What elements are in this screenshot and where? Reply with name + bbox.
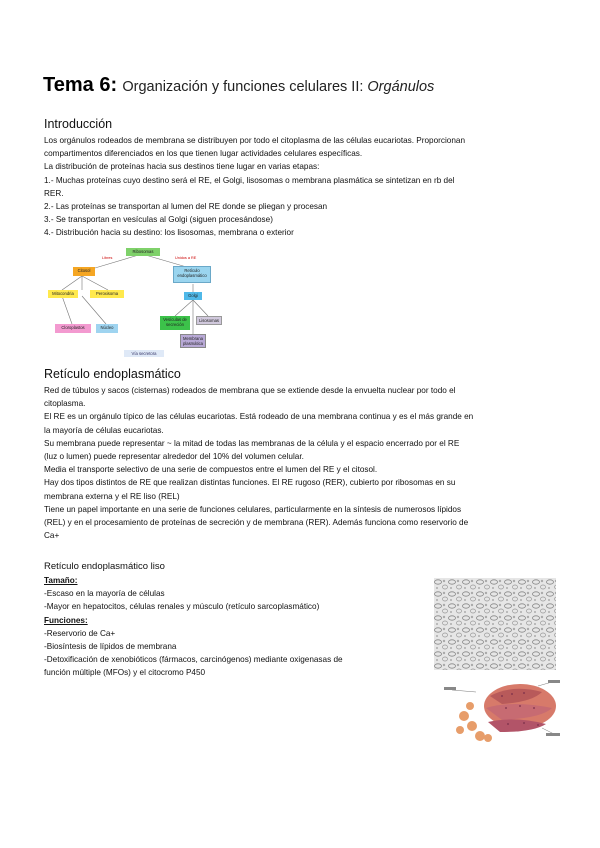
rel-line: -Reservorio de Ca+ bbox=[44, 628, 116, 638]
page-title bbox=[43, 74, 434, 97]
node-reticulo: Retículo endoplasmático bbox=[173, 266, 211, 283]
node-peroxisoma: Peroxisoma bbox=[90, 290, 124, 298]
re-paragraph bbox=[44, 384, 570, 542]
rel-micrograph-image bbox=[434, 578, 556, 670]
node-cloroplastos: Cloroplastos bbox=[55, 324, 91, 333]
re-line: membrana externa y el RE liso (REL) bbox=[44, 491, 180, 501]
node-ribosomas: Ribosomas bbox=[126, 248, 160, 256]
re-line: Tiene un papel importante en una serie de funciones celulares, particularmente en la síntesis de numerosos lípidos bbox=[44, 504, 462, 514]
node-secrecion: Vesículas de secreción bbox=[160, 316, 190, 330]
rel-line: -Mayor en hepatocitos, células renales y músculo (retículo sarcoplasmático) bbox=[44, 602, 320, 612]
re-line: Su membrana puede representar ~ la mitad de todas las membranas de la célula y el espacio encerrado por el RE bbox=[44, 438, 460, 448]
label-unidos-re: Unidos a RE bbox=[175, 256, 197, 260]
rel-line: -Escaso en la mayoría de células bbox=[44, 589, 165, 599]
protein-sorting-diagram bbox=[40, 244, 240, 362]
rel-heading: Retículo endoplasmático liso bbox=[44, 561, 165, 572]
rel-line: función múltiple (MFOs) y el citocromo P450 bbox=[44, 668, 206, 678]
re-line: Red de túbulos y sacos (cisternas) rodeados de membrana que se extiende desde la envuelta nuclear por todo el bbox=[44, 386, 456, 395]
intro-line: Los orgánulos rodeados de membrana se distribuyen por todo el citoplasma de las células eucariotas. Proporcionan bbox=[44, 136, 465, 145]
intro-line: compartimentos diferenciados en los que tienen lugar actividades celulares específicas. bbox=[44, 149, 363, 159]
intro-line: 4.- Distribución hacia su destino: los lisosomas, membrana o exterior bbox=[44, 228, 294, 238]
node-lisosomas: Lisosomas bbox=[196, 316, 222, 325]
diagram-connectors bbox=[40, 244, 240, 362]
intro-heading: Introducción bbox=[44, 117, 113, 131]
re-line: (luz o lumen) puede representar alrededor del 10% del volumen celular. bbox=[44, 452, 304, 462]
er-illustration-image bbox=[442, 678, 562, 746]
caption-via-secretora: Vía secretora bbox=[124, 350, 164, 357]
rel-line: -Biosíntesis de lípidos de membrana bbox=[44, 642, 177, 652]
re-line: la mayoría de células eucariotas. bbox=[44, 425, 164, 435]
rel-line: -Detoxificación de xenobióticos (fármacos, carcinógenos) mediante oxigenasas de bbox=[44, 655, 343, 665]
re-line: Hay dos tipos distintos de RE que realizan distintas funciones. El RE rugoso (RER), cubierto por ribosomas en su bbox=[44, 478, 456, 488]
re-heading: Retículo endoplasmático bbox=[44, 367, 181, 381]
node-mitocondria: Mitocondria bbox=[48, 290, 78, 298]
re-line: (REL) y en el procesamiento de proteínas de secreción y de membrana (RER). Además funciona como reservorio de bbox=[44, 518, 469, 528]
re-line: citoplasma. bbox=[44, 399, 86, 409]
intro-line: 2.- Las proteínas se transportan al lumen del RE donde se pliegan y procesan bbox=[44, 202, 328, 212]
re-line: Ca+ bbox=[44, 531, 60, 541]
label-libres: Libres bbox=[102, 256, 113, 260]
er-illustration bbox=[442, 678, 562, 746]
rel-paragraph bbox=[44, 574, 424, 680]
node-nucleo: Núcleo bbox=[96, 324, 118, 333]
node-golgi: Golgi bbox=[184, 292, 202, 300]
node-citosol: Citosol bbox=[73, 267, 95, 276]
title-italic: Orgánulos bbox=[367, 79, 435, 95]
intro-line: 3.- Se transportan en vesículas al Golgi (siguen procesándose) bbox=[44, 215, 273, 225]
funciones-label: Funciones: bbox=[44, 615, 88, 625]
node-membrana: Membrana plasmática bbox=[180, 334, 206, 348]
re-line: Media el transporte selectivo de una serie de compuestos entre el lumen del RE y el citosol. bbox=[44, 465, 378, 475]
intro-line: La distribución de proteínas hacia sus destinos tiene lugar en varias etapas: bbox=[44, 162, 320, 172]
intro-line: 1.- Muchas proteínas cuyo destino será el RE, el Golgi, lisosomas o membrana plasmática se sintetizan en rb del bbox=[44, 175, 455, 185]
intro-paragraph bbox=[44, 134, 570, 240]
title-main: Organización y funciones celulares II: bbox=[122, 79, 368, 95]
title-lead: Tema 6: bbox=[43, 74, 118, 96]
re-line: El RE es un orgánulo típico de las células eucariotas. Está rodeado de una membrana continua y es el más grande en bbox=[44, 412, 474, 422]
tamano-label: Tamaño: bbox=[44, 576, 78, 585]
micrograph-texture bbox=[434, 578, 556, 670]
intro-line: RER. bbox=[44, 188, 64, 198]
